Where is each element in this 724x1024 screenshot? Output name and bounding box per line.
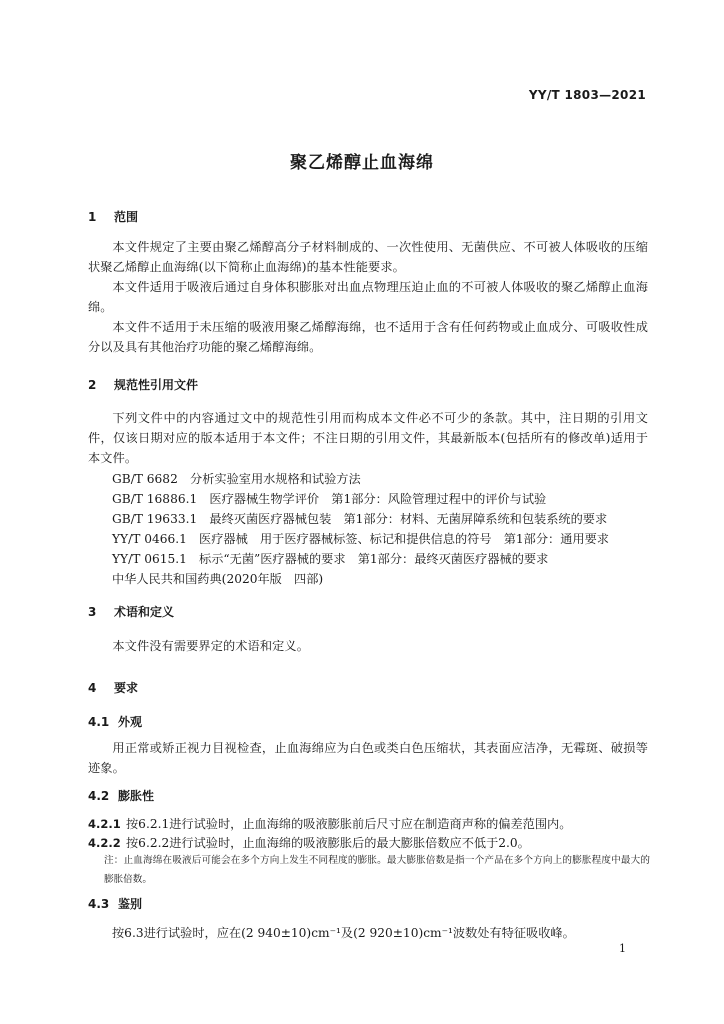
page-number: 1 [619, 942, 626, 955]
section-4-heading [88, 679, 138, 696]
scope-para-1: 本文件规定了主要由聚乙烯醇高分子材料制成的、一次性使用、无菌供应、不可被人体吸收的压缩状聚乙烯醇止血海绵(以下简称止血海绵)的基本性能要求。 [88, 240, 648, 274]
standard-code: YY/T 1803—2021 [528, 88, 646, 102]
subsection-4-3-heading [88, 895, 142, 912]
reference-item: YY/T 0615.1 标示“无菌”医疗器械的要求 第1部分：最终灭菌医疗器械的要求 [112, 552, 549, 566]
section-number: 4 [88, 681, 97, 695]
clause-4-2-2 [88, 834, 530, 851]
subsection-number: 4.3 [88, 897, 110, 911]
subsection-4-1-heading [88, 713, 142, 730]
subsection-title: 膨胀性 [118, 789, 155, 803]
clause-text: 按6.2.2进行试验时，止血海绵的吸液膨胀后的最大膨胀倍数应不低于2.0。 [126, 836, 530, 850]
reference-item: GB/T 16886.1 医疗器械生物学评价 第1部分：风险管理过程中的评价与试验 [112, 492, 547, 506]
identification-text: 按6.3进行试验时，应在(2 940±10)cm⁻¹及(2 920±10)cm⁻¹波数处有特征吸收峰。 [112, 926, 575, 940]
reference-item: 中华人民共和国药典(2020年版 四部) [112, 572, 324, 586]
section-1-heading [88, 208, 138, 225]
subsection-title: 外观 [118, 715, 143, 729]
clause-text: 按6.2.1进行试验时，止血海绵的吸液膨胀前后尺寸应在制造商声称的偏差范围内。 [126, 817, 572, 831]
subsection-number: 4.1 [88, 715, 110, 729]
section-2-heading [88, 376, 198, 393]
clause-number: 4.2.1 [88, 817, 121, 831]
terms-para: 本文件没有需要界定的术语和定义。 [112, 639, 309, 653]
subsection-number: 4.2 [88, 789, 110, 803]
scope-para-3: 本文件不适用于未压缩的吸液用聚乙烯醇海绵，也不适用于含有任何药物或止血成分、可吸收性成分以及具有其他治疗功能的聚乙烯醇海绵。 [88, 320, 648, 354]
section-number: 2 [88, 378, 97, 392]
section-3-heading [88, 603, 174, 620]
subsection-title: 鉴别 [118, 897, 143, 911]
normative-intro: 下列文件中的内容通过文中的规范性引用而构成本文件必不可少的条款。其中，注日期的引用文件，仅该日期对应的版本适用于本文件；不注日期的引用文件，其最新版本(包括所有的修改单)适用于本文件。 [88, 411, 648, 465]
scope-para-2: 本文件适用于吸液后通过自身体积膨胀对出血点物理压迫止血的不可被人体吸收的聚乙烯醇止血海绵。 [88, 280, 648, 314]
reference-item: YY/T 0466.1 医疗器械 用于医疗器械标签、标记和提供信息的符号 第1部分：通用要求 [112, 532, 609, 546]
reference-item: GB/T 6682 分析实验室用水规格和试验方法 [112, 472, 361, 486]
note-text: 注：止血海绵在吸液后可能会在多个方向上发生不同程度的膨胀。最大膨胀倍数是指一个产品在多个方向上的膨胀程度中最大的膨胀倍数。 [104, 855, 650, 885]
section-title: 范围 [114, 210, 139, 224]
section-number: 1 [88, 210, 97, 224]
section-number: 3 [88, 605, 97, 619]
clause-4-2-1 [88, 815, 571, 832]
document-title: 聚乙烯醇止血海绵 [290, 153, 434, 173]
clause-number: 4.2.2 [88, 836, 121, 850]
section-title: 术语和定义 [114, 605, 175, 619]
section-title: 规范性引用文件 [114, 378, 199, 392]
subsection-4-2-heading [88, 787, 154, 804]
reference-item: GB/T 19633.1 最终灭菌医疗器械包装 第1部分：材料、无菌屏障系统和包装系统的要求 [112, 512, 608, 526]
section-title: 要求 [114, 681, 139, 695]
appearance-para: 用正常或矫正视力目视检查，止血海绵应为白色或类白色压缩状，其表面应洁净，无霉斑、破损等迹象。 [88, 741, 648, 775]
